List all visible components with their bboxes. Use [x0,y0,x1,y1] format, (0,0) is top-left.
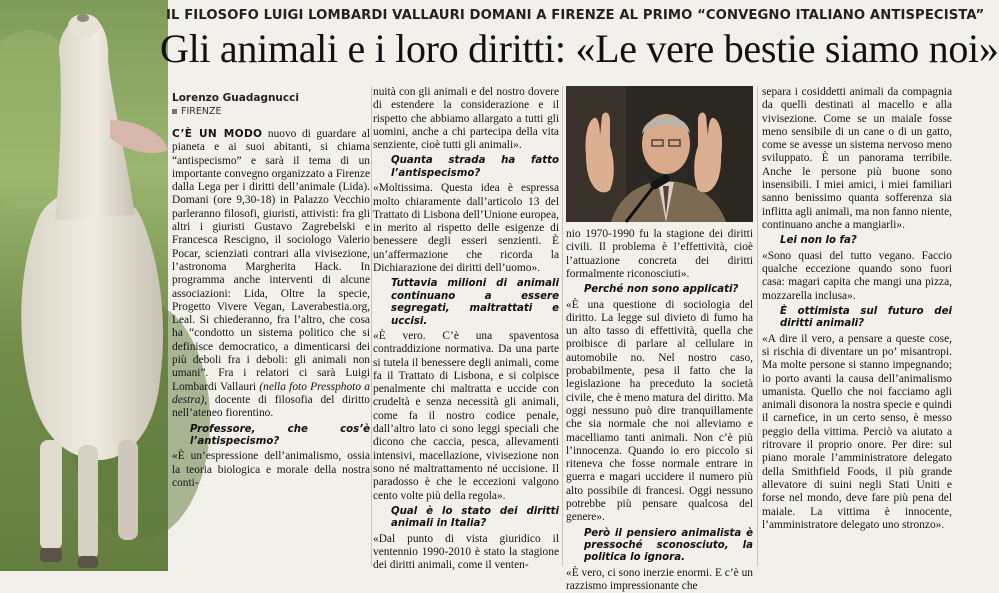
dateline-text: FIRENZE [181,106,222,117]
paragraph: nio 1970-1990 fu la stagione dei diritti civili. Il problema è l’effettività, cioè l’attuazione concreta dei diritti formalmente riconosciuti». [566,228,753,280]
question: Lei non lo fa? [780,235,857,247]
lamb-illustration [0,0,168,571]
answer: «Dal punto di vista giuridico il ventennio 1990-2010 è stato la stagione dei diritti animali, come il venten- [373,532,559,572]
question: Quanta strada ha fatto l’antispecismo? [391,155,559,179]
question: Qual è lo stato dei diritti animali in Italia? [391,505,559,530]
paragraph: nuità con gli animali e del nostro dovere di estendere la considerazione e il rispetto che abbiamo allargato a tutti gli uomini, anche a chi partecipa della vita senziente, cioè tutti gli animali». [373,86,559,152]
article-column-1 [172,128,370,568]
answer: «Moltissima. Questa idea è espressa molto chiaramente dall’articolo 13 del Trattato di Lisbona dell’Unione europea, in merito al rispetto delle esigenze di benessere degli esseri senzienti. È un’affermazione che ricorda la Dichiarazione dei diritti dell’uomo». [373,182,559,275]
question: È ottimista sul futuro dei diritti animali? [780,305,952,330]
lamb-photo [0,0,168,571]
paragraph-text: , docente di filosofia del diritto nell’ateneo fiorentino. [172,393,370,420]
byline: Lorenzo Guadagnucci [172,92,299,104]
speaker-photo [566,86,753,222]
article-column-3 [566,228,753,593]
kicker: IL FILOSOFO LUIGI LOMBARDI VALLAURI DOMANI A FIRENZE AL PRIMO “CONVEGNO ITALIANO ANTISPECISTA” [166,8,985,23]
answer: «È una questione di sociologia del diritto. La legge sul divieto di fumo ha un alto tasso di effettività, quella che proibisce di parlare al cellulare in automobile no. Nel nostro caso, probabilmente, pesa il fatto che la legislazione ha preceduto la società civile, che è meno matura del diritto. Ma oggi nessuno può dire tranquillamente che sia normale che noi alleviamo e macelliamo tanti animali. Non c’è più l’innocenza. Quando io ero piccolo si riteneva che fosse normale entrare in guerra e magari uccidere il numero più alto possibile di francesi. Oggi nessuno potrebbe più pensare qualcosa del genere». [566,298,753,524]
answer: «Sono quasi del tutto vegano. Faccio qualche eccezione quando sono fuori casa: magari capita che mangi una pizza, mozzarella inclusa». [762,249,952,302]
answer: «È vero, ci sono inerzie enormi. E c’è un razzismo impressionante che [566,566,753,593]
question: Perché non sono applicati? [584,284,739,296]
paragraph-text: nuovo di guardare al pianeta e ai suoi abitanti, si chiama “antispecismo” e sarà il tema di un importante convegno organizzato a Firenze dalla Lega per i diritti dell’animale (Lida). Domani (ore 9,30-18) in Palazzo Vecchio parleranno filosofi, giuristi, attivisti: fra gli altri i giuristi Gustavo Zagrebelski e Francesca Rescigno, il sociologo Valerio Pocar, scienziati contrari alla vivisezione, l’astronoma Margherita Hack. In programma anche interventi di alcune associazioni: Lida, Oltre la specie, Progetto Vivere Vegan, Laverabestia.org, Leal. Si chiederanno, fra l’altro, che cosa ha “condotto un sistema politico che si definisce democratico, a dimenticarsi dei più deboli fra i deboli: gli animali non umani”. Fra i relatori ci sarà Luigi Lombardi Vallauri [172,128,370,393]
dateline [172,106,222,117]
answer: «È un’espressione dell’animalismo, ossia la teoria biologica e morale della nostra conti- [172,450,370,489]
question: Professore, che cos’è l’antispecismo? [190,423,370,447]
column-divider [757,86,758,566]
column-divider [562,86,563,566]
question: Tuttavia milioni di animali continuano a essere segregati, maltrattati e uccisi. [391,278,559,327]
answer: «A dire il vero, a pensare a queste cose, si rischia di diventare un po’ misantropi. Ma molte persone si stanno impegnando; io porto avanti la causa dell’animalismo umanista. Quello che noi facciamo agli animali disonora la nostra specie e quindi il carnefice, in un certo senso, è messo peggio della vittima. Perciò va aiutato a ritrovare il proprio onore. Per dire: sul piano morale l’amministratore delegato della Smithfield Foods, il più grande allevatore di suini negli Stati Uniti e forse nel mondo, deve fare più pena del maiale. La vittima è innocente, l’amministratore delegato uno stronzo». [762,332,952,531]
paragraph [172,128,370,421]
article-column-4 [762,86,952,568]
photo-credit: (nella foto Pressphoto a destra) [172,380,370,406]
headline: Gli animali e i loro diritti: «Le vere bestie siamo noi» [160,26,999,71]
lead-in: C’È UN MODO [172,128,263,140]
paragraph: separa i cosiddetti animali da compagnia da quelli destinati al macello e alla vivisezione. Come se un maiale fosse meno sensibile di un cane o di un gatto, come se avesse un sistema nervoso meno sviluppato. È un panorama terribile. Anche le persone più buone sono insensibili. I miei amici, i miei familiari sanno benissimo quanta sofferenza sia inflitta agli animali, ma non fanno niente, continuano anche a mangiarli». [762,86,952,231]
column-divider [371,86,372,566]
question: Però il pensiero animalista è pressoché sconosciuto, la politica lo ignora. [584,527,753,564]
answer: «È vero. C’è una spaventosa contraddizione normativa. Da una parte si tutela il benessere degli animali, come fa il Trattato di Lisbona, e si colpisce penalmente chi maltratta e uccide con crudeltà e senza necessità gli animali, come fa il nostro codice penale, dall’altro lato ci sono leggi speciali che dicono che caccia, pesca, allevamenti intensivi, macellazione, vivisezione non sono né maltrattamento né uccisione. Il paradosso è che le eccezioni valgono cento volte più della regola». [373,330,559,502]
speaker-illustration [566,86,753,222]
article-column-2 [373,86,559,572]
dateline-square-icon [172,109,177,114]
